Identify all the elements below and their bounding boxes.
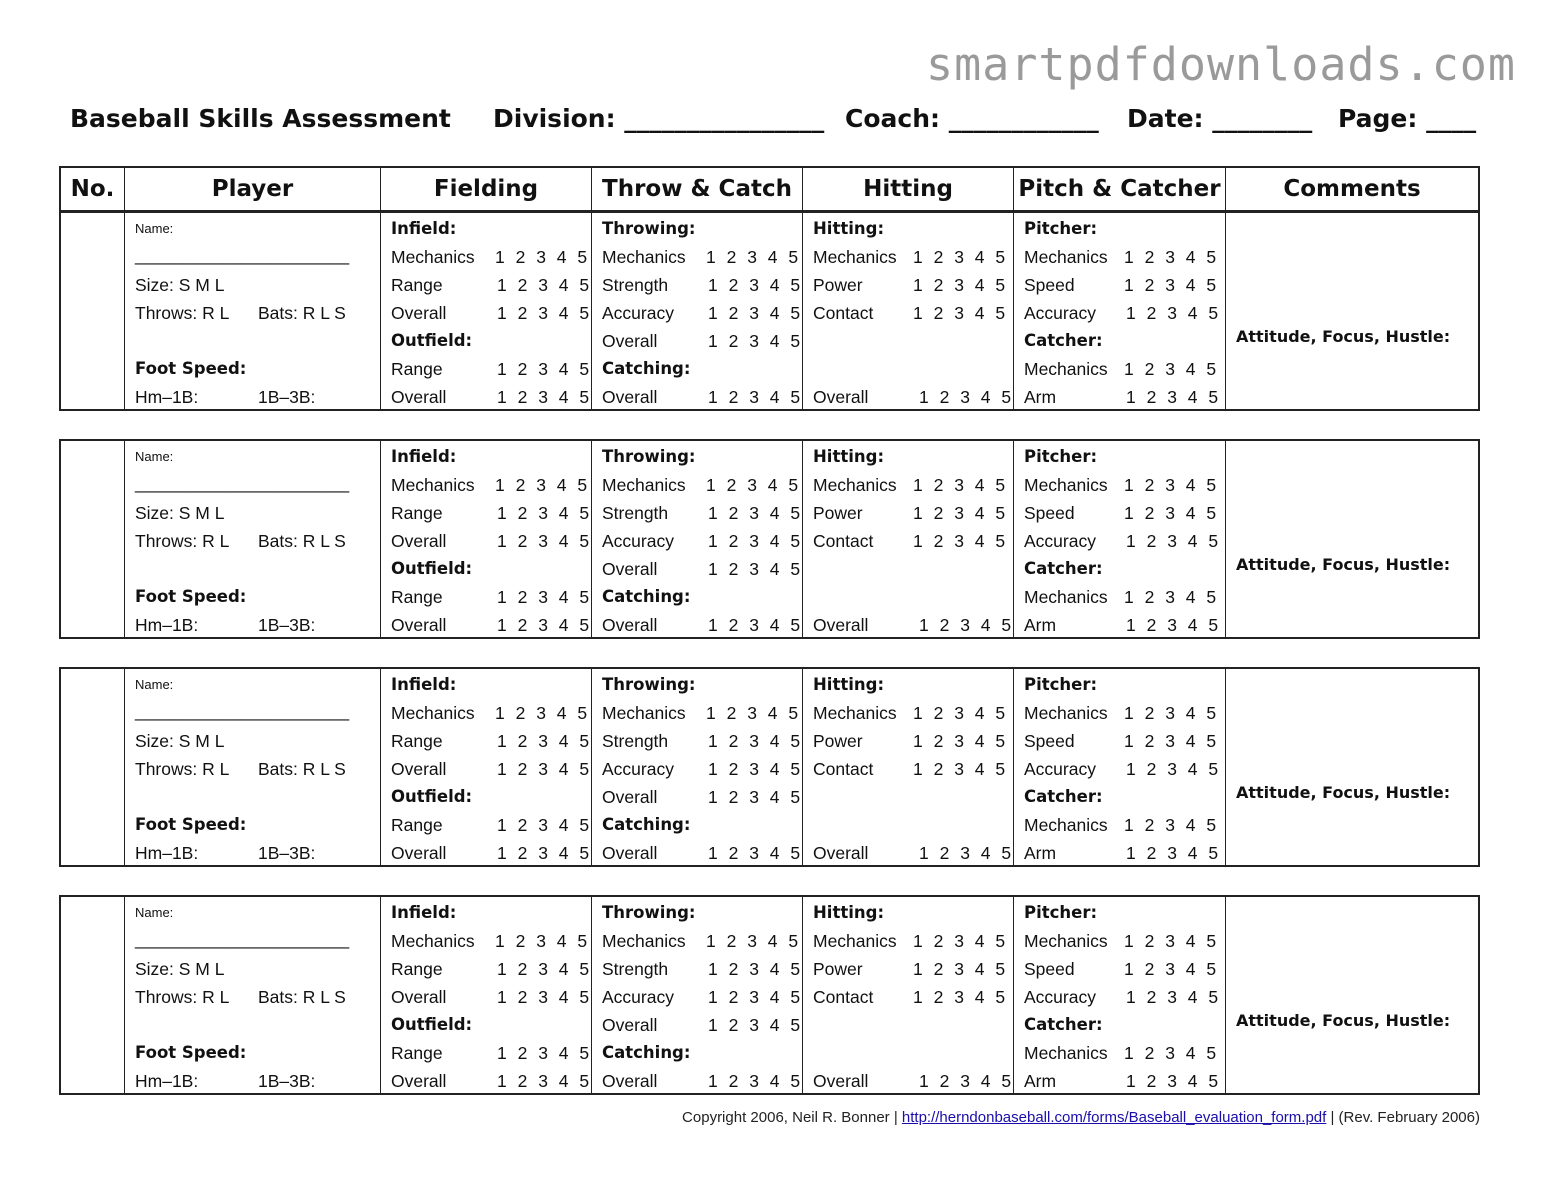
home-to-first-label: Hm–1B: [135, 387, 199, 407]
pitcher-heading: Pitcher: [1024, 447, 1098, 466]
size-options[interactable]: Size: S M L [135, 275, 225, 295]
outfield-overall-rating[interactable]: 1 2 3 4 5 [497, 1071, 590, 1091]
infield-heading: Infield: [391, 219, 457, 238]
pitcher-heading: Pitcher: [1024, 903, 1098, 922]
player-block [59, 211, 1480, 411]
player-number-cell[interactable] [61, 669, 125, 865]
fielding-cell [381, 213, 592, 409]
outfield-overall-label: Overall [391, 615, 447, 635]
fielding-cell [381, 441, 592, 637]
name-input-line[interactable]: ______________________ [135, 473, 350, 493]
pitcher-mechanics-rating[interactable]: 1 2 3 4 5 [1124, 247, 1217, 267]
hitting-mechanics-label: Mechanics [813, 247, 897, 267]
foot-speed-label: Foot Speed: [135, 359, 247, 378]
size-options[interactable]: Size: S M L [135, 503, 225, 523]
pitcher-mechanics-label: Mechanics [1024, 703, 1108, 723]
throwing-strength-label: Strength [602, 275, 669, 295]
column-header-no: No. [61, 168, 125, 210]
throwing-accuracy-label: Accuracy [602, 303, 674, 323]
foot-speed-label: Foot Speed: [135, 587, 247, 606]
fielding-cell [381, 897, 592, 1093]
hitting-contact-rating[interactable]: 1 2 3 4 5 [913, 303, 1006, 323]
pitcher-speed-rating[interactable]: 1 2 3 4 5 [1124, 731, 1217, 751]
outfield-heading: Outfield: [391, 1015, 473, 1034]
name-label: Name: [135, 449, 174, 464]
throwing-heading: Throwing: [602, 447, 696, 466]
hitting-heading: Hitting: [813, 219, 885, 238]
hitting-power-label: Power [813, 959, 863, 979]
catcher-mechanics-label: Mechanics [1024, 1043, 1108, 1063]
pitcher-accuracy-rating[interactable]: 1 2 3 4 5 [1126, 987, 1219, 1007]
outfield-range-label: Range [391, 587, 443, 607]
throws-options[interactable]: Throws: R L [135, 303, 230, 323]
throwing-heading: Throwing: [602, 219, 696, 238]
catcher-arm-label: Arm [1024, 843, 1057, 863]
hitting-mechanics-label: Mechanics [813, 931, 897, 951]
column-header-throw-catch: Throw & Catch [592, 168, 803, 210]
revision-text: | (Rev. February 2006) [1326, 1109, 1480, 1126]
footer [682, 1109, 1480, 1126]
column-header-comments: Comments [1283, 176, 1421, 202]
page-field[interactable]: Page: ____ [1338, 104, 1477, 133]
hitting-contact-rating[interactable]: 1 2 3 4 5 [913, 759, 1006, 779]
catcher-heading: Catcher: [1024, 559, 1103, 578]
throws-options[interactable]: Throws: R L [135, 759, 230, 779]
hitting-contact-label: Contact [813, 531, 874, 551]
hitting-overall-label: Overall [813, 615, 869, 635]
catcher-arm-rating[interactable]: 1 2 3 4 5 [1126, 387, 1219, 407]
outfield-range-label: Range [391, 815, 443, 835]
catcher-arm-label: Arm [1024, 615, 1057, 635]
infield-overall-label: Overall [391, 987, 447, 1007]
name-label: Name: [135, 221, 174, 236]
division-field[interactable]: Division: ________________ [493, 104, 825, 133]
outfield-range-rating[interactable]: 1 2 3 4 5 [497, 1043, 590, 1063]
throwing-strength-label: Strength [602, 731, 669, 751]
infield-overall-rating[interactable]: 1 2 3 4 5 [497, 759, 590, 779]
throwing-accuracy-rating[interactable]: 1 2 3 4 5 [708, 303, 801, 323]
pitcher-speed-rating[interactable]: 1 2 3 4 5 [1124, 503, 1217, 523]
bats-options[interactable]: Bats: R L S [258, 759, 346, 779]
infield-overall-label: Overall [391, 759, 447, 779]
pitch-catcher-cell [1014, 669, 1226, 865]
outfield-overall-label: Overall [391, 1071, 447, 1091]
player-block [59, 895, 1480, 1095]
throwing-accuracy-rating[interactable]: 1 2 3 4 5 [708, 759, 801, 779]
throwing-overall-rating[interactable]: 1 2 3 4 5 [708, 1015, 801, 1035]
catching-heading: Catching: [602, 815, 691, 834]
pitcher-heading: Pitcher: [1024, 219, 1098, 238]
hitting-mechanics-rating[interactable]: 1 2 3 4 5 [913, 475, 1006, 495]
throwing-heading: Throwing: [602, 903, 696, 922]
throwing-mechanics-rating[interactable]: 1 2 3 4 5 [706, 475, 799, 495]
player-number-cell[interactable] [61, 441, 125, 637]
first-to-third-label: 1B–3B: [258, 615, 316, 635]
infield-mechanics-label: Mechanics [391, 247, 475, 267]
throwing-mechanics-label: Mechanics [602, 703, 686, 723]
player-cell [125, 669, 381, 865]
comments-cell[interactable] [1226, 669, 1478, 865]
column-header-row [59, 166, 1480, 212]
hitting-power-rating[interactable]: 1 2 3 4 5 [913, 503, 1006, 523]
pitcher-speed-rating[interactable]: 1 2 3 4 5 [1124, 959, 1217, 979]
hitting-mechanics-rating[interactable]: 1 2 3 4 5 [913, 931, 1006, 951]
name-input-line[interactable]: ______________________ [135, 929, 350, 949]
catcher-mechanics-label: Mechanics [1024, 587, 1108, 607]
pitcher-accuracy-label: Accuracy [1024, 303, 1096, 323]
column-header-player: Player [125, 168, 381, 210]
pitcher-mechanics-label: Mechanics [1024, 247, 1108, 267]
catching-overall-rating[interactable]: 1 2 3 4 5 [708, 387, 801, 407]
hitting-power-label: Power [813, 503, 863, 523]
throwing-mechanics-label: Mechanics [602, 475, 686, 495]
first-to-third-label: 1B–3B: [258, 843, 316, 863]
catching-heading: Catching: [602, 359, 691, 378]
catching-overall-rating[interactable]: 1 2 3 4 5 [708, 843, 801, 863]
throwing-strength-label: Strength [602, 959, 669, 979]
comments-cell[interactable] [1226, 213, 1478, 409]
watermark: smartpdfdownloads.com [926, 38, 1516, 91]
name-label: Name: [135, 677, 174, 692]
name-input-line[interactable]: ______________________ [135, 245, 350, 265]
player-cell [125, 441, 381, 637]
hitting-cell [803, 897, 1014, 1093]
pitcher-accuracy-label: Accuracy [1024, 759, 1096, 779]
hitting-power-rating[interactable]: 1 2 3 4 5 [913, 731, 1006, 751]
infield-range-label: Range [391, 959, 443, 979]
infield-range-rating[interactable]: 1 2 3 4 5 [497, 275, 590, 295]
outfield-range-label: Range [391, 359, 443, 379]
outfield-heading: Outfield: [391, 787, 473, 806]
throw-catch-cell [592, 897, 803, 1093]
hitting-heading: Hitting: [813, 447, 885, 466]
throwing-overall-rating[interactable]: 1 2 3 4 5 [708, 331, 801, 351]
comment-label: Attitude, Focus, Hustle: [1236, 327, 1451, 346]
hitting-heading: Hitting: [813, 675, 885, 694]
catching-heading: Catching: [602, 1043, 691, 1062]
hitting-contact-label: Contact [813, 303, 874, 323]
throwing-accuracy-label: Accuracy [602, 987, 674, 1007]
name-input-line[interactable]: ______________________ [135, 701, 350, 721]
infield-heading: Infield: [391, 903, 457, 922]
catcher-mechanics-label: Mechanics [1024, 359, 1108, 379]
pitcher-speed-label: Speed [1024, 503, 1075, 523]
comment-label: Attitude, Focus, Hustle: [1236, 1011, 1451, 1030]
catching-overall-rating[interactable]: 1 2 3 4 5 [708, 1071, 801, 1091]
pitcher-accuracy-label: Accuracy [1024, 987, 1096, 1007]
throwing-mechanics-label: Mechanics [602, 247, 686, 267]
catcher-arm-label: Arm [1024, 1071, 1057, 1091]
catcher-mechanics-label: Mechanics [1024, 815, 1108, 835]
throwing-overall-rating[interactable]: 1 2 3 4 5 [708, 559, 801, 579]
name-label: Name: [135, 905, 174, 920]
infield-mechanics-label: Mechanics [391, 931, 475, 951]
size-options[interactable]: Size: S M L [135, 959, 225, 979]
catcher-heading: Catcher: [1024, 1015, 1103, 1034]
throwing-strength-rating[interactable]: 1 2 3 4 5 [708, 959, 801, 979]
hitting-overall-label: Overall [813, 387, 869, 407]
infield-heading: Infield: [391, 447, 457, 466]
infield-range-rating[interactable]: 1 2 3 4 5 [497, 503, 590, 523]
infield-range-label: Range [391, 275, 443, 295]
throwing-mechanics-rating[interactable]: 1 2 3 4 5 [706, 703, 799, 723]
infield-mechanics-rating[interactable]: 1 2 3 4 5 [495, 931, 588, 951]
outfield-range-rating[interactable]: 1 2 3 4 5 [497, 587, 590, 607]
throwing-accuracy-rating[interactable]: 1 2 3 4 5 [708, 987, 801, 1007]
throwing-strength-rating[interactable]: 1 2 3 4 5 [708, 275, 801, 295]
bats-options[interactable]: Bats: R L S [258, 987, 346, 1007]
player-block [59, 439, 1480, 639]
pitcher-speed-rating[interactable]: 1 2 3 4 5 [1124, 275, 1217, 295]
catching-overall-label: Overall [602, 843, 658, 863]
player-number-cell[interactable] [61, 897, 125, 1093]
infield-mechanics-label: Mechanics [391, 703, 475, 723]
infield-heading: Infield: [391, 675, 457, 694]
pitcher-speed-label: Speed [1024, 959, 1075, 979]
infield-range-rating[interactable]: 1 2 3 4 5 [497, 959, 590, 979]
outfield-overall-label: Overall [391, 843, 447, 863]
throws-options[interactable]: Throws: R L [135, 987, 230, 1007]
hitting-mechanics-rating[interactable]: 1 2 3 4 5 [913, 247, 1006, 267]
throwing-overall-rating[interactable]: 1 2 3 4 5 [708, 787, 801, 807]
size-options[interactable]: Size: S M L [135, 731, 225, 751]
outfield-heading: Outfield: [391, 559, 473, 578]
hitting-cell [803, 441, 1014, 637]
throwing-heading: Throwing: [602, 675, 696, 694]
pitcher-accuracy-rating[interactable]: 1 2 3 4 5 [1126, 759, 1219, 779]
player-number-cell[interactable] [61, 213, 125, 409]
outfield-overall-rating[interactable]: 1 2 3 4 5 [497, 615, 590, 635]
hitting-mechanics-label: Mechanics [813, 475, 897, 495]
hitting-overall-label: Overall [813, 1071, 869, 1091]
catching-overall-label: Overall [602, 615, 658, 635]
throws-options[interactable]: Throws: R L [135, 531, 230, 551]
player-cell [125, 213, 381, 409]
comments-cell[interactable] [1226, 441, 1478, 637]
date-field[interactable]: Date: ________ [1127, 104, 1313, 133]
infield-mechanics-rating[interactable]: 1 2 3 4 5 [495, 475, 588, 495]
pitch-catcher-cell [1014, 897, 1226, 1093]
hitting-cell [803, 213, 1014, 409]
infield-overall-rating[interactable]: 1 2 3 4 5 [497, 531, 590, 551]
outfield-range-rating[interactable]: 1 2 3 4 5 [497, 359, 590, 379]
catcher-arm-rating[interactable]: 1 2 3 4 5 [1126, 615, 1219, 635]
fielding-cell [381, 669, 592, 865]
throwing-mechanics-rating[interactable]: 1 2 3 4 5 [706, 931, 799, 951]
outfield-overall-rating[interactable]: 1 2 3 4 5 [497, 843, 590, 863]
player-cell [125, 897, 381, 1093]
infield-overall-label: Overall [391, 531, 447, 551]
hitting-mechanics-rating[interactable]: 1 2 3 4 5 [913, 703, 1006, 723]
infield-range-label: Range [391, 731, 443, 751]
home-to-first-label: Hm–1B: [135, 1071, 199, 1091]
hitting-contact-label: Contact [813, 759, 874, 779]
catcher-heading: Catcher: [1024, 787, 1103, 806]
pitcher-accuracy-rating[interactable]: 1 2 3 4 5 [1126, 531, 1219, 551]
catching-overall-rating[interactable]: 1 2 3 4 5 [708, 615, 801, 635]
bats-options[interactable]: Bats: R L S [258, 531, 346, 551]
pitcher-accuracy-rating[interactable]: 1 2 3 4 5 [1126, 303, 1219, 323]
pitcher-heading: Pitcher: [1024, 675, 1098, 694]
player-block [59, 667, 1480, 867]
form-title: Baseball Skills Assessment [70, 104, 451, 133]
bats-options[interactable]: Bats: R L S [258, 303, 346, 323]
throwing-mechanics-label: Mechanics [602, 931, 686, 951]
hitting-heading: Hitting: [813, 903, 885, 922]
hitting-mechanics-label: Mechanics [813, 703, 897, 723]
coach-field[interactable]: Coach: ____________ [845, 104, 1099, 133]
first-to-third-label: 1B–3B: [258, 387, 316, 407]
throwing-overall-label: Overall [602, 331, 658, 351]
hitting-power-label: Power [813, 275, 863, 295]
infield-mechanics-rating[interactable]: 1 2 3 4 5 [495, 247, 588, 267]
throwing-overall-label: Overall [602, 1015, 658, 1035]
hitting-cell [803, 669, 1014, 865]
hitting-contact-rating[interactable]: 1 2 3 4 5 [913, 531, 1006, 551]
foot-speed-label: Foot Speed: [135, 815, 247, 834]
pitcher-mechanics-rating[interactable]: 1 2 3 4 5 [1124, 703, 1217, 723]
pitch-catcher-cell [1014, 213, 1226, 409]
catcher-arm-rating[interactable]: 1 2 3 4 5 [1126, 843, 1219, 863]
infield-mechanics-rating[interactable]: 1 2 3 4 5 [495, 703, 588, 723]
hitting-contact-label: Contact [813, 987, 874, 1007]
copyright-text: Copyright 2006, Neil R. Bonner | [682, 1109, 902, 1126]
outfield-overall-rating[interactable]: 1 2 3 4 5 [497, 387, 590, 407]
comments-cell[interactable] [1226, 897, 1478, 1093]
outfield-heading: Outfield: [391, 331, 473, 350]
infield-overall-label: Overall [391, 303, 447, 323]
hitting-contact-rating[interactable]: 1 2 3 4 5 [913, 987, 1006, 1007]
throwing-accuracy-label: Accuracy [602, 531, 674, 551]
throwing-strength-label: Strength [602, 503, 669, 523]
throwing-accuracy-label: Accuracy [602, 759, 674, 779]
throwing-strength-rating[interactable]: 1 2 3 4 5 [708, 503, 801, 523]
throwing-accuracy-rating[interactable]: 1 2 3 4 5 [708, 531, 801, 551]
catcher-mechanics-rating[interactable]: 1 2 3 4 5 [1124, 1043, 1217, 1063]
catching-overall-label: Overall [602, 387, 658, 407]
infield-range-label: Range [391, 503, 443, 523]
outfield-range-rating[interactable]: 1 2 3 4 5 [497, 815, 590, 835]
infield-overall-rating[interactable]: 1 2 3 4 5 [497, 303, 590, 323]
outfield-range-label: Range [391, 1043, 443, 1063]
hitting-power-rating[interactable]: 1 2 3 4 5 [913, 275, 1006, 295]
catcher-mechanics-rating[interactable]: 1 2 3 4 5 [1124, 587, 1217, 607]
pitcher-accuracy-label: Accuracy [1024, 531, 1096, 551]
column-header-pitch-catcher: Pitch & Catcher [1014, 168, 1226, 210]
catching-overall-label: Overall [602, 1071, 658, 1091]
throwing-mechanics-rating[interactable]: 1 2 3 4 5 [706, 247, 799, 267]
throwing-overall-label: Overall [602, 559, 658, 579]
pitcher-mechanics-rating[interactable]: 1 2 3 4 5 [1124, 931, 1217, 951]
outfield-overall-label: Overall [391, 387, 447, 407]
catcher-mechanics-rating[interactable]: 1 2 3 4 5 [1124, 359, 1217, 379]
hitting-power-label: Power [813, 731, 863, 751]
header-row [0, 104, 1550, 144]
throw-catch-cell [592, 441, 803, 637]
first-to-third-label: 1B–3B: [258, 1071, 316, 1091]
pitcher-speed-label: Speed [1024, 275, 1075, 295]
pitcher-speed-label: Speed [1024, 731, 1075, 751]
throw-catch-cell [592, 213, 803, 409]
hitting-overall-rating[interactable]: 1 2 3 4 5 [919, 615, 1012, 635]
hitting-power-rating[interactable]: 1 2 3 4 5 [913, 959, 1006, 979]
infield-mechanics-label: Mechanics [391, 475, 475, 495]
pitcher-mechanics-label: Mechanics [1024, 931, 1108, 951]
pitcher-mechanics-rating[interactable]: 1 2 3 4 5 [1124, 475, 1217, 495]
throw-catch-cell [592, 669, 803, 865]
infield-overall-rating[interactable]: 1 2 3 4 5 [497, 987, 590, 1007]
pitcher-mechanics-label: Mechanics [1024, 475, 1108, 495]
column-header-fielding: Fielding [381, 168, 592, 210]
infield-range-rating[interactable]: 1 2 3 4 5 [497, 731, 590, 751]
foot-speed-label: Foot Speed: [135, 1043, 247, 1062]
catcher-arm-rating[interactable]: 1 2 3 4 5 [1126, 1071, 1219, 1091]
pitch-catcher-cell [1014, 441, 1226, 637]
comment-label: Attitude, Focus, Hustle: [1236, 555, 1451, 574]
column-header-hitting: Hitting [803, 168, 1014, 210]
comment-label: Attitude, Focus, Hustle: [1236, 783, 1451, 802]
source-link[interactable]: http://herndonbaseball.com/forms/Baseball_evaluation_form.pdf [901, 1109, 1327, 1126]
throwing-strength-rating[interactable]: 1 2 3 4 5 [708, 731, 801, 751]
catcher-arm-label: Arm [1024, 387, 1057, 407]
home-to-first-label: Hm–1B: [135, 843, 199, 863]
catching-heading: Catching: [602, 587, 691, 606]
throwing-overall-label: Overall [602, 787, 658, 807]
catcher-mechanics-rating[interactable]: 1 2 3 4 5 [1124, 815, 1217, 835]
hitting-overall-label: Overall [813, 843, 869, 863]
hitting-overall-rating[interactable]: 1 2 3 4 5 [919, 387, 1012, 407]
catcher-heading: Catcher: [1024, 331, 1103, 350]
home-to-first-label: Hm–1B: [135, 615, 199, 635]
hitting-overall-rating[interactable]: 1 2 3 4 5 [919, 843, 1012, 863]
hitting-overall-rating[interactable]: 1 2 3 4 5 [919, 1071, 1012, 1091]
